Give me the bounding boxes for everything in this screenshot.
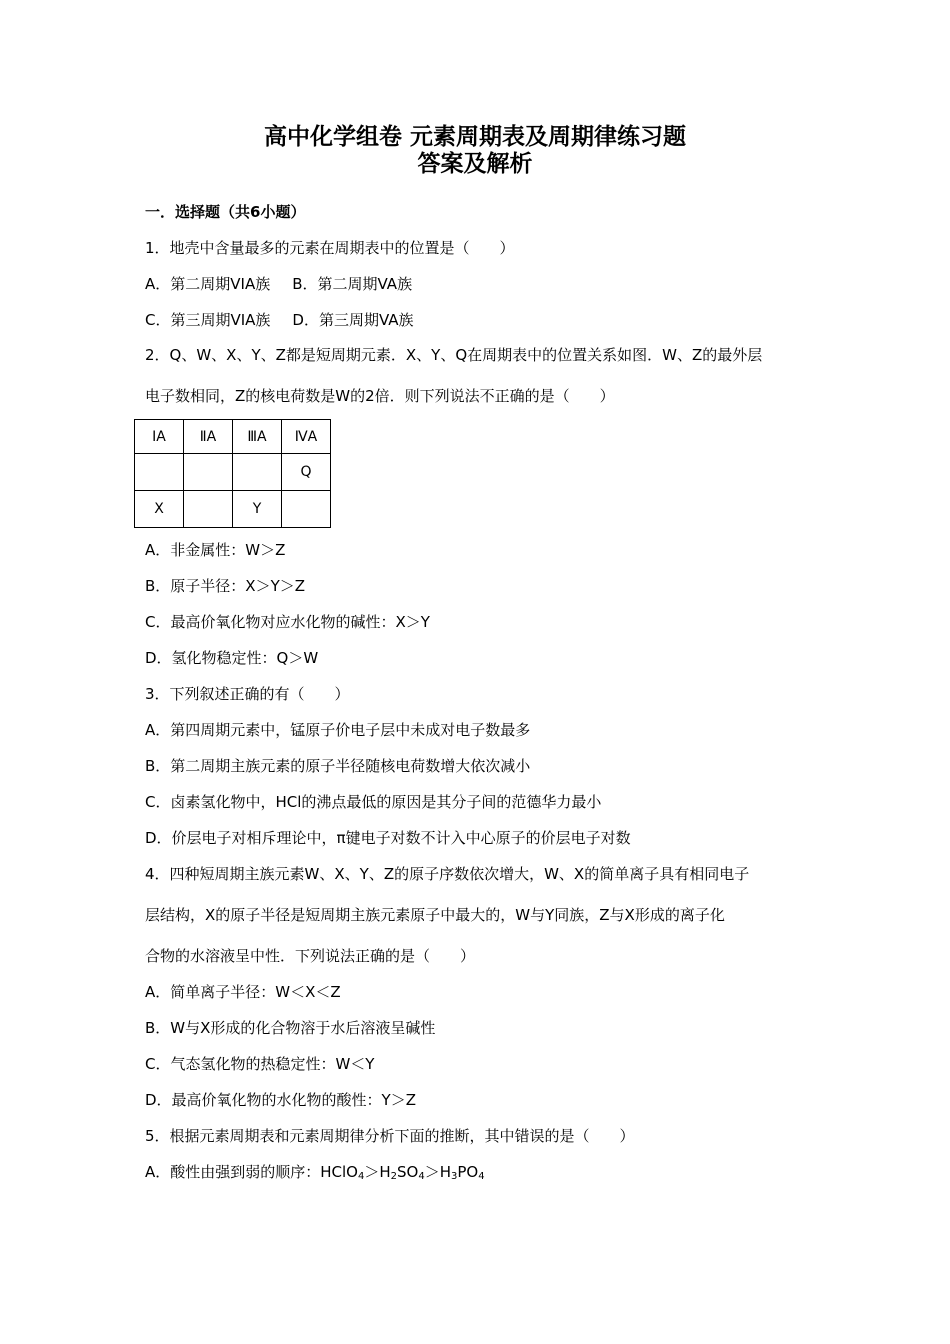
table-cell: Q [282,454,331,491]
q5-option-a [145,1162,485,1182]
table-header-cell: ⅡA [184,420,233,454]
formula-part: ＞H [364,1163,391,1181]
subscript: 4 [478,1171,485,1182]
table-cell [282,491,331,528]
q5-stem: 5．根据元素周期表和元素周期律分析下面的推断，其中错误的是（ ） [145,1127,635,1145]
q3-option-a: A．第四周期元素中，锰原子价电子层中未成对电子数最多 [145,721,531,739]
q1-stem: 1．地壳中含量最多的元素在周期表中的位置是（ ） [145,239,515,257]
subscript: 4 [358,1171,365,1182]
q4-option-a: A．简单离子半径：W＜X＜Z [145,983,341,1001]
table-cell: Y [233,491,282,528]
q2-option-a: A．非金属性：W＞Z [145,541,286,559]
q4-stem-line3: 合物的水溶液呈中性．下列说法正确的是（ ） [145,947,476,965]
q1-options-row1 [145,274,412,294]
subscript: 2 [390,1171,398,1182]
doc-title-line2: 答案及解析 [417,150,533,177]
table-row [135,491,331,528]
q2-option-d: D．氢化物稳定性：Q＞W [145,649,319,667]
q2-stem-line1: 2．Q、W、X、Y、Z都是短周期元素．X、Y、Q在周期表中的位置关系如图．W、Z的最外层 [145,346,763,364]
table-cell [233,454,282,491]
q4-stem-line2: 层结构，X的原子半径是短周期主族元素原子中最大的，W与Y同族，Z与X形成的离子化 [145,906,725,924]
formula-part: ＞H [424,1163,452,1181]
section-heading: 一．选择题（共6小题） [145,203,306,221]
q1-options-row2 [145,310,414,330]
table-cell [184,491,233,528]
subscript: 4 [418,1171,425,1182]
q4-option-b: B．W与X形成的化合物溶于水后溶液呈碱性 [145,1019,436,1037]
doc-title-line1: 高中化学组卷 元素周期表及周期律练习题 [263,123,686,150]
q1-option-b: B．第二周期VA族 [292,275,413,293]
q2-option-b: B．原子半径：X＞Y＞Z [145,577,306,595]
q4-stem-line1: 4．四种短周期主族元素W、X、Y、Z的原子序数依次增大，W、X的简单离子具有相同电子 [145,865,750,883]
q3-option-b: B．第二周期主族元素的原子半径随核电荷数增大依次减小 [145,757,531,775]
formula-part: PO [457,1163,479,1181]
q3-option-d: D．价层电子对相斥理论中，π键电子对数不计入中心原子的价层电子对数 [145,829,631,847]
table-header-cell: ⅢA [233,420,282,454]
periodic-position-table [134,419,331,528]
q4-option-c: C．气态氢化物的热稳定性：W＜Y [145,1055,375,1073]
table-cell: X [135,491,184,528]
table-cell [184,454,233,491]
formula-part: SO [397,1163,419,1181]
table-header-cell: ⅣA [282,420,331,454]
table-header-cell: ⅠA [135,420,184,454]
q1-option-c: C．第三周期VIA族 [145,311,271,329]
table-row [135,454,331,491]
q2-stem-line2: 电子数相同，Z的核电荷数是W的2倍．则下列说法不正确的是（ ） [145,387,615,405]
q1-option-a: A．第二周期VIA族 [145,275,271,293]
q4-option-d: D．最高价氧化物的水化物的酸性：Y＞Z [145,1091,416,1109]
table-header-row [135,420,331,454]
q3-option-c: C．卤素氢化物中，HCl的沸点最低的原因是其分子间的范德华力最小 [145,793,602,811]
q2-option-c: C．最高价氧化物对应水化物的碱性：X＞Y [145,613,430,631]
table-cell [135,454,184,491]
q3-stem: 3．下列叙述正确的有（ ） [145,685,350,703]
q1-option-d: D．第三周期VA族 [292,311,414,329]
q5-option-a-prefix: A．酸性由强到弱的顺序：HClO [145,1163,358,1181]
subscript: 3 [451,1171,458,1182]
